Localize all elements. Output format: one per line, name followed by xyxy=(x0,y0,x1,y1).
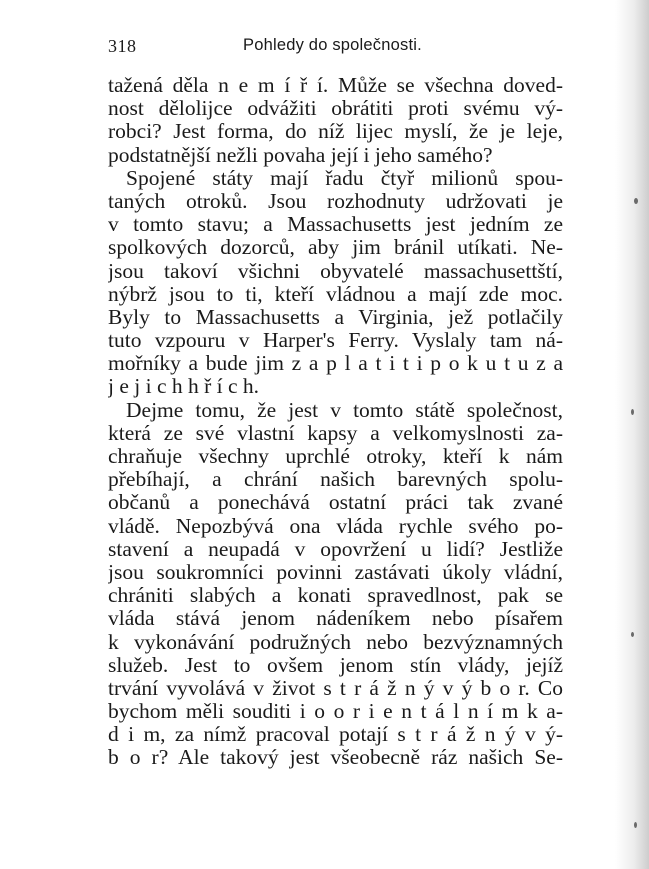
text-line: stavení a neupadá v opovržení u lidí? Jestliže xyxy=(108,537,563,561)
body-text xyxy=(108,74,563,770)
page-header xyxy=(108,36,558,60)
page-edge-shadow xyxy=(615,0,649,869)
text-line: k vykonávání podružných nebo bezvýznamných xyxy=(108,630,563,654)
text-line: jsou takoví všichni obyvatelé massachusettští, xyxy=(108,259,563,283)
text-line: robci? Jest forma, do níž lijec myslí, že je leje, xyxy=(108,120,563,144)
paragraph-start-line: Dejme tomu, že jest v tomto státě společnost, xyxy=(126,398,563,422)
scan-speck xyxy=(634,198,638,204)
text-line: která ze své vlastní kapsy a velkomyslnosti za- xyxy=(108,421,563,445)
text-line: chrániti slabých a konati spravedlnost, pak se xyxy=(108,584,563,608)
paragraph-start-line: Spojené státy mají řadu čtyř milionů spou- xyxy=(126,166,563,190)
running-head: Pohledy do společnosti. xyxy=(243,36,422,54)
scan-speck xyxy=(634,822,637,828)
text-line: podstatnější nežli povaha její i jeho samého? xyxy=(108,143,493,167)
text-line: mořníky a bude jim z a p l a t i t i p o k u t u z a xyxy=(108,352,563,376)
text-line: chraňuje všechny uprchlé otroky, kteří k nám xyxy=(108,445,563,468)
text-line: vláda stává jenom nádeníkem nebo písařem xyxy=(108,607,563,631)
text-line: taných otroků. Jsou rozhodnuty udržovati je xyxy=(108,189,563,213)
text-line: nost dělolijce odvážiti obrátiti proti svému vý- xyxy=(108,97,563,121)
text-line: d i m, za nímž pracoval potají s t r á ž n ý v ý- xyxy=(108,723,563,747)
text-line: trvání vyvolává v život s t r á ž n ý v ý b o r. Co xyxy=(108,676,563,700)
text-line: nýbrž jsou to ti, kteří vládnou a mají zde moc. xyxy=(108,282,563,306)
text-line: jsou soukromníci povinni zastávati úkoly vládní, xyxy=(108,560,563,584)
text-line: b o r? Ale takový jest všeobecně ráz našich Se- xyxy=(108,746,563,770)
text-line: služeb. Jest to ovšem jenom stín vlády, jejíž xyxy=(108,653,563,677)
scan-speck xyxy=(631,409,634,415)
text-line: j e j i c h h ř í c h. xyxy=(108,375,260,399)
text-line: Byly to Massachusetts a Virginia, jež potlačily xyxy=(108,305,563,329)
text-line: v tomto stavu; a Massachusetts jest jedním ze xyxy=(108,213,563,237)
text-line: tuto vzpouru v Harper's Ferry. Vyslaly tam ná- xyxy=(108,329,563,353)
text-line: přebíhají, a chrání našich barevných spolu- xyxy=(108,468,563,492)
text-line: občanů a ponechává ostatní práci tak zvané xyxy=(108,491,563,515)
text-line: spolkových dozorců, aby jim bránil utíkati. Ne- xyxy=(108,236,563,260)
text-line: tažená děla n e m í ř í. Může se všechna doved- xyxy=(108,74,563,97)
page-number: 318 xyxy=(108,36,137,56)
text-line: bychom měli souditi i o o r i e n t á l n í m k a- xyxy=(108,700,563,724)
text-line: vládě. Nepozbývá ona vláda rychle svého po- xyxy=(108,514,563,538)
scan-speck xyxy=(631,632,634,637)
